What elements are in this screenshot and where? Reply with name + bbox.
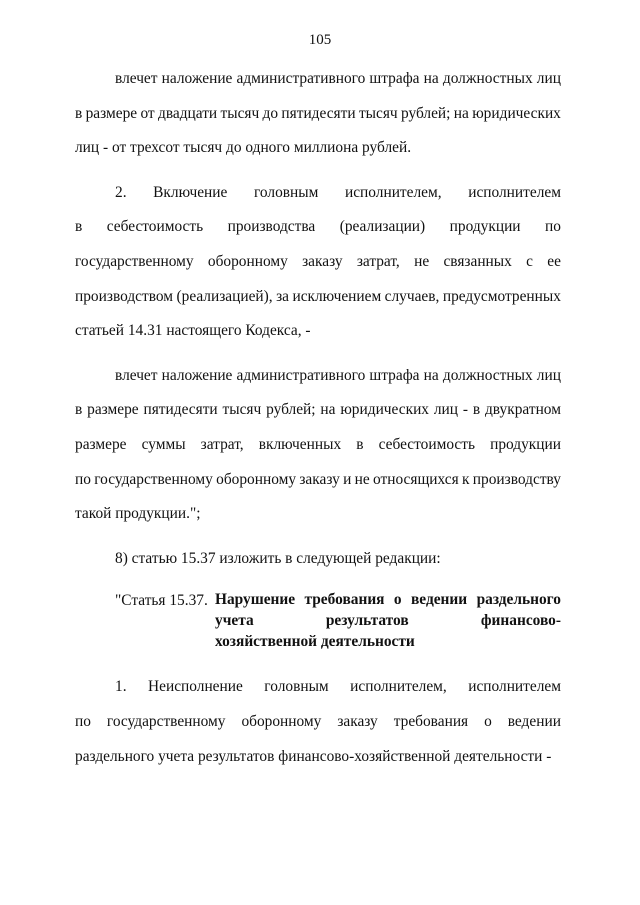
word: по bbox=[545, 218, 561, 236]
word: в bbox=[75, 218, 83, 236]
justified-line bbox=[75, 393, 561, 428]
word: связанных bbox=[443, 252, 512, 270]
word: ведении bbox=[411, 591, 468, 609]
word: ведении bbox=[507, 712, 561, 730]
justified-line bbox=[75, 176, 561, 211]
word: по bbox=[75, 470, 91, 488]
word: государственному bbox=[94, 470, 213, 488]
word: - bbox=[462, 401, 468, 419]
word: головным bbox=[264, 678, 329, 696]
word: размере bbox=[85, 104, 138, 122]
text-line: такой продукции."; bbox=[75, 505, 201, 523]
word: не bbox=[414, 252, 430, 270]
justified-line bbox=[75, 280, 561, 315]
word: лиц bbox=[536, 366, 561, 384]
word: рублей; bbox=[266, 401, 316, 419]
paragraph-1 bbox=[75, 62, 561, 166]
word: по bbox=[75, 712, 91, 730]
word: на bbox=[423, 366, 439, 384]
word: в bbox=[75, 401, 83, 419]
word: исполнителем bbox=[468, 678, 561, 696]
word: рублей; bbox=[400, 104, 451, 122]
word: оборонному bbox=[241, 712, 322, 730]
word: пятидесяти bbox=[143, 401, 218, 419]
word: и bbox=[343, 470, 352, 488]
word: на bbox=[423, 70, 439, 87]
article-heading bbox=[75, 590, 561, 660]
article-title-line bbox=[215, 611, 561, 632]
word: государственному bbox=[106, 712, 226, 730]
word: исполнителем, bbox=[350, 678, 447, 696]
word: ее bbox=[547, 252, 561, 270]
word: административного bbox=[236, 70, 366, 87]
word: от bbox=[140, 104, 155, 122]
word: Включение bbox=[153, 183, 228, 201]
word: продукции bbox=[490, 435, 561, 453]
word: требования bbox=[393, 712, 469, 730]
justified-line bbox=[75, 210, 561, 245]
word: оборонному bbox=[207, 252, 288, 270]
word: Неисполнение bbox=[148, 678, 243, 696]
word: с bbox=[526, 252, 533, 270]
word: (реализацией), bbox=[176, 287, 273, 305]
word: о bbox=[484, 712, 492, 730]
word: 2. bbox=[115, 183, 127, 201]
word: исключением bbox=[292, 287, 382, 305]
paragraph-5 bbox=[75, 670, 561, 774]
article-title-line bbox=[215, 590, 561, 611]
word: наложение bbox=[161, 70, 233, 87]
article-title-line: хозяйственной деятельности bbox=[215, 632, 415, 650]
word: должностных bbox=[442, 70, 533, 87]
word: размере bbox=[75, 435, 127, 453]
word: штрафа bbox=[369, 366, 420, 384]
word: исполнителем bbox=[468, 183, 561, 201]
justified-line bbox=[75, 670, 561, 705]
word: включенных bbox=[258, 435, 342, 453]
justified-line bbox=[75, 463, 561, 498]
word: в bbox=[472, 401, 481, 419]
text-line: лиц - от трехсот тысяч до одного миллиона рублей. bbox=[75, 139, 412, 157]
word: в bbox=[75, 104, 83, 122]
article-label: "Статья 15.37. bbox=[115, 592, 208, 610]
word: административного bbox=[236, 366, 366, 384]
word: тысяч bbox=[222, 401, 262, 419]
justified-line bbox=[75, 245, 561, 280]
text-line: статьей 14.31 настоящего Кодекса, - bbox=[75, 322, 311, 340]
word: производства bbox=[227, 218, 316, 236]
article-title bbox=[215, 590, 561, 652]
word: 1. bbox=[115, 678, 127, 696]
word: должностных bbox=[442, 366, 533, 384]
word: относящихся bbox=[373, 470, 459, 488]
word: тысяч bbox=[220, 104, 260, 122]
justified-line bbox=[75, 97, 561, 132]
word: лиц bbox=[536, 70, 561, 87]
word: наложение bbox=[161, 366, 233, 384]
document-body bbox=[75, 62, 561, 774]
word: за bbox=[276, 287, 290, 305]
word: себестоимость bbox=[106, 218, 204, 236]
word: заказу bbox=[337, 712, 378, 730]
word: исполнителем, bbox=[344, 183, 442, 201]
word: себестоимость bbox=[378, 435, 475, 453]
text-line: раздельного учета результатов финансово-хозяйственной деятельности - bbox=[75, 747, 552, 765]
word: к bbox=[462, 470, 470, 488]
word: головным bbox=[253, 183, 319, 201]
justified-line bbox=[75, 705, 561, 740]
word: в bbox=[356, 435, 364, 453]
word: случаев, bbox=[384, 287, 440, 305]
word: производством bbox=[75, 287, 174, 305]
word: предусмотренных bbox=[442, 287, 561, 305]
word: пятидесяти bbox=[281, 104, 356, 122]
paragraph-2 bbox=[75, 176, 561, 349]
justified-line bbox=[75, 62, 561, 97]
word: штрафа bbox=[369, 70, 420, 87]
word: результатов bbox=[325, 611, 409, 629]
word: тысяч bbox=[358, 104, 398, 122]
word: влечет bbox=[115, 70, 158, 87]
word: финансово- bbox=[480, 611, 561, 629]
page-number: 105 bbox=[308, 32, 332, 48]
word: двукратном bbox=[484, 401, 561, 419]
word: (реализации) bbox=[339, 218, 426, 236]
word: затрат, bbox=[200, 435, 244, 453]
word: продукции bbox=[449, 218, 521, 236]
word: не bbox=[354, 470, 370, 488]
word: суммы bbox=[141, 435, 186, 453]
paragraph-4: 8) статью 15.37 изложить в следующей редакции: bbox=[115, 549, 441, 567]
justified-line bbox=[75, 359, 561, 394]
word: двадцати bbox=[157, 104, 218, 122]
word: раздельного bbox=[476, 591, 561, 609]
word: заказу bbox=[302, 252, 343, 270]
word: заказу bbox=[299, 470, 340, 488]
word: на bbox=[453, 104, 469, 122]
word: государственному bbox=[75, 252, 194, 270]
word: Нарушение bbox=[215, 591, 296, 609]
word: требования bbox=[304, 591, 385, 609]
justified-line bbox=[75, 428, 561, 463]
word: затрат, bbox=[356, 252, 400, 270]
word: до bbox=[262, 104, 279, 122]
word: влечет bbox=[115, 366, 158, 384]
word: размере bbox=[87, 401, 139, 419]
word: на bbox=[320, 401, 336, 419]
word: о bbox=[393, 591, 402, 609]
word: лиц bbox=[433, 401, 459, 419]
word: оборонному bbox=[216, 470, 297, 488]
word: производству bbox=[472, 470, 561, 488]
word: юридических bbox=[340, 401, 430, 419]
word: юридических bbox=[472, 104, 561, 122]
paragraph-3 bbox=[75, 359, 561, 532]
word: учета bbox=[215, 611, 254, 629]
